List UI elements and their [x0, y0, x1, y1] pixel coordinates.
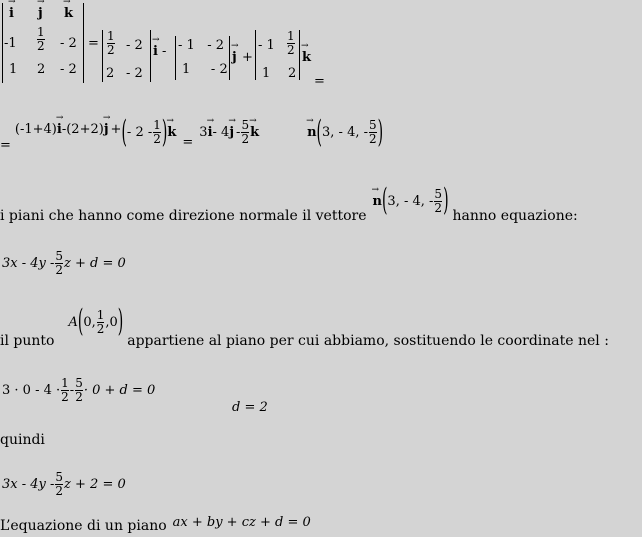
det-j: → j	[38, 6, 43, 21]
det-r2c2: $\frac{1}{2}$	[37, 25, 45, 53]
expansion-line	[0, 112, 383, 153]
plane-equation-general	[2, 250, 126, 277]
minor1-r2c1: 2	[106, 66, 115, 81]
eq2-b: -	[69, 383, 75, 398]
minor1-i: → i	[153, 44, 158, 59]
minor3-r1c2: $\frac{1}{2}$	[287, 29, 295, 57]
trailing-equals: =	[314, 74, 325, 89]
text1-post: hanno equazione:	[452, 208, 578, 224]
term-i-coef: (-1+4)	[14, 122, 57, 137]
vec-k-2: → k	[250, 125, 259, 140]
equals-2: =	[182, 135, 194, 150]
minor2-r2: 1 - 2	[182, 62, 228, 77]
minor-plus: +	[242, 50, 253, 65]
eq2-a: 3 · 0 - 4 ·	[2, 383, 61, 398]
paren-open: (	[121, 114, 127, 151]
minor3-r2c1: 1	[262, 66, 271, 81]
minor3-k: → k	[302, 50, 311, 65]
det-r3c3: - 2	[60, 62, 77, 77]
paren-close: )	[161, 114, 168, 151]
minor2-r1: - 1 - 2	[178, 38, 224, 53]
det-equals: =	[88, 36, 99, 51]
eq3-frac: 5 2	[55, 470, 64, 498]
text-quindi: quindi	[0, 432, 45, 448]
eq1-rhs: z + d = 0	[64, 256, 126, 271]
normal-vector-n: → n	[307, 125, 316, 140]
det-r3c2: 2	[37, 62, 46, 77]
result-j: - 4	[212, 125, 230, 140]
eq1-lhs: 3x - 4y -	[2, 256, 55, 271]
text-normal-vector	[0, 178, 578, 224]
n-frac: 5 2	[369, 118, 377, 146]
lead-equals: =	[0, 138, 11, 153]
vec-i: → i	[57, 122, 62, 137]
n-paren-close: )	[377, 114, 384, 151]
det-r2c1: -1	[4, 36, 17, 51]
eq2-frac1: 1 2	[61, 376, 69, 404]
minor3-r2c2: 2	[288, 66, 297, 81]
text1-vector: → n ( 3, - 4, - 5 2 )	[373, 188, 449, 215]
det-r3c1: 1	[9, 62, 18, 77]
term-k-coef: - 2 -	[126, 125, 153, 140]
d-result: d = 2	[232, 400, 268, 415]
vec-i-2: → i	[208, 125, 213, 140]
eq2-c: · 0 + d = 0	[83, 383, 156, 398]
vec-k: → k	[167, 125, 176, 140]
eq1-frac: 5 2	[55, 249, 64, 277]
text2-pre: il punto	[0, 333, 55, 349]
det-i: → i	[9, 6, 14, 21]
minor2-j: → j	[232, 50, 237, 65]
det-r2c3: - 2	[60, 36, 77, 51]
n-values: 3, - 4, -	[322, 125, 369, 140]
eq3-rhs: z + 2 = 0	[64, 477, 126, 492]
minor-minus: -	[162, 44, 167, 59]
frac-five-half: 5 2	[241, 118, 250, 146]
plus-sign: +	[110, 122, 122, 137]
minor1-r1: $\frac{1}{2}$	[107, 29, 115, 57]
term-j-coef: -(2+2)	[61, 122, 104, 137]
substitution-equation	[2, 377, 155, 404]
text4-pre: L’equazione di un piano	[0, 518, 167, 534]
point-A: A ( 0, 1 2 ,0 )	[68, 304, 124, 340]
eq3-lhs: 3x - 4y -	[2, 477, 55, 492]
eq2-frac2: 5 2	[75, 376, 83, 404]
minor1-r2c2: - 2	[126, 66, 143, 81]
vec-j: → j	[104, 122, 109, 137]
result-i: 3	[199, 125, 208, 140]
vec-j-2: → j	[229, 125, 234, 140]
text4-formula: ax + by + cz + d = 0	[172, 514, 311, 530]
det-k: → k	[64, 6, 73, 21]
frac-half: 1 2	[153, 118, 161, 146]
minor1-r1c2: - 2	[126, 38, 143, 53]
text2-post: appartiene al piano per cui abbiamo, sostituendo le coordinate nel :	[127, 333, 609, 349]
minus-3: -	[236, 125, 241, 140]
text-plane-equation	[0, 514, 311, 534]
text-point	[0, 305, 609, 349]
n-paren-open: (	[316, 114, 323, 151]
minor3-r1c1: - 1	[258, 38, 275, 53]
text1-pre: i piani che hanno come direzione normale il vettore	[0, 208, 367, 224]
plane-equation-final	[2, 471, 126, 498]
